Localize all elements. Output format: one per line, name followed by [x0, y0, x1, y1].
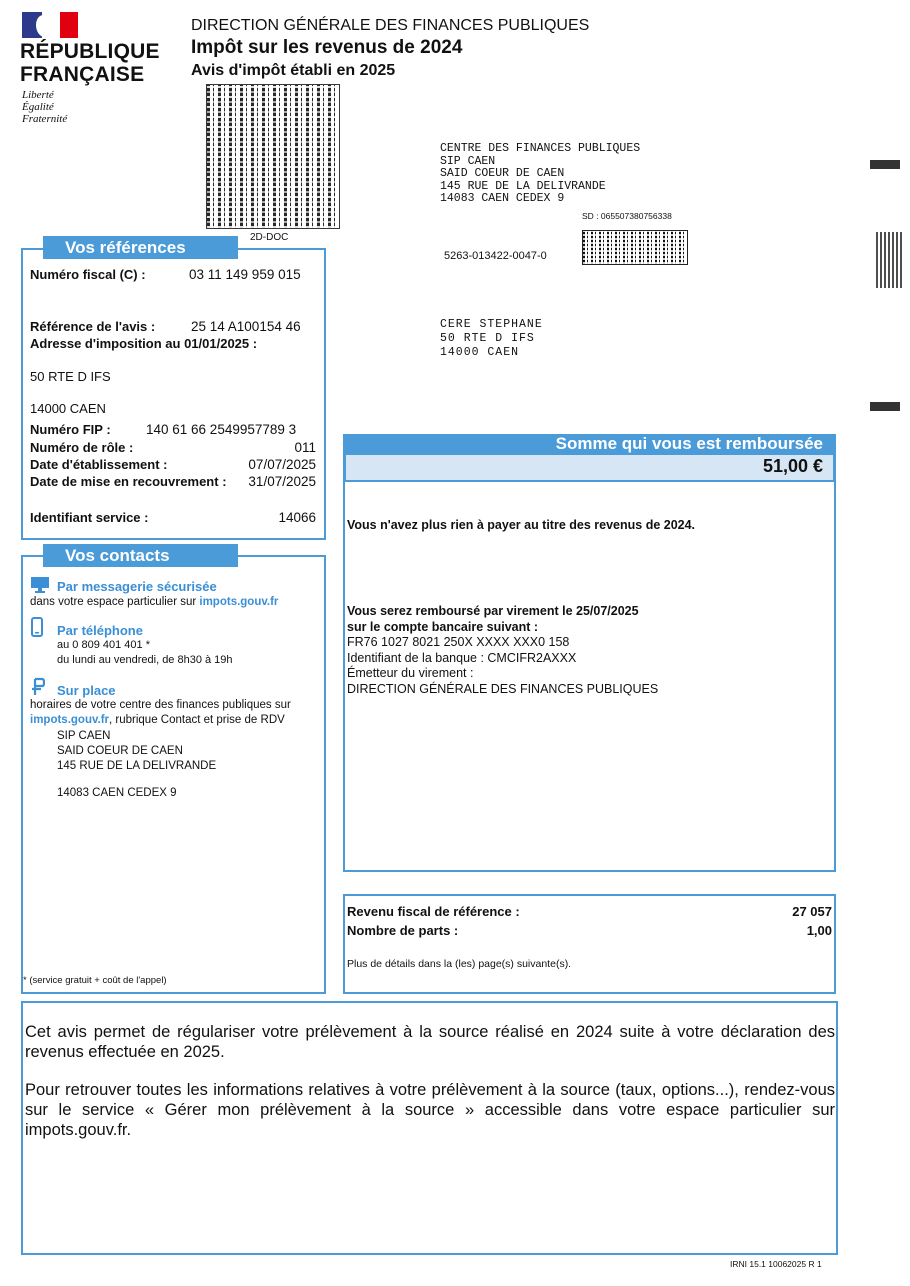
- republique-francaise-logo-text: RÉPUBLIQUE FRANÇAISE: [20, 40, 160, 86]
- identifiant-service-value: 14066: [278, 510, 316, 525]
- bic: Identifiant de la banque : CMCIFR2AXXX: [347, 650, 577, 665]
- 2d-doc-barcode: [206, 84, 340, 229]
- reference-avis-value: 25 14 A100154 46: [191, 319, 301, 334]
- role-label: Numéro de rôle :: [30, 440, 134, 455]
- direction-title: DIRECTION GÉNÉRALE DES FINANCES PUBLIQUES: [191, 17, 590, 34]
- surplace-title: Sur place: [57, 683, 116, 698]
- info-para1: Cet avis permet de régulariser votre prélèvement à la source réalisé en 2024 suite à votre déclaration des revenus effectuée en 2025.: [25, 1023, 835, 1061]
- contacts-box: [21, 555, 326, 994]
- references-tab: Vos références: [43, 236, 238, 259]
- telephone-number: au 0 809 401 401 *: [57, 639, 150, 651]
- impots-gouv-link-2[interactable]: impots.gouv.fr: [30, 714, 110, 726]
- reference-avis-label: Référence de l'avis :: [30, 319, 156, 334]
- devise: Liberté Égalité Fraternité: [22, 89, 68, 125]
- virement-info: Vous serez remboursé par virement le 25/07/2025 sur le compte bancaire suivant : FR76 1027 8021 250X XXXX XXX0 158 Identifiant de la banque : CMCIFR2AXXX Émetteur du virement : DIRECTION GÉNÉRALE DES FINANCES PUBLIQUES: [347, 604, 659, 696]
- adresse-imposition-label: Adresse d'imposition au 01/01/2025 :: [30, 336, 258, 351]
- reference-number: 5263-013422-0047-0: [444, 250, 547, 262]
- sd-code: SD : 065507380756338: [582, 211, 672, 221]
- telephone-hours: du lundi au vendredi, de 8h30 à 19h: [57, 654, 233, 666]
- rien-a-payer: Vous n'avez plus rien à payer au titre des revenus de 2024.: [347, 518, 696, 532]
- edge-barcode: [876, 232, 902, 288]
- emetteur: DIRECTION GÉNÉRALE DES FINANCES PUBLIQUES: [347, 681, 659, 696]
- adresse-line1: 50 RTE D IFS: [30, 369, 111, 384]
- computer-icon: [30, 576, 50, 598]
- date-recouvrement-value: 31/07/2025: [248, 474, 316, 489]
- centre-address: SIP CAEN SAID COEUR DE CAEN 145 RUE DE LA DELIVRANDE: [57, 730, 217, 772]
- numero-fiscal-label: Numéro fiscal (C) :: [30, 267, 146, 282]
- details-note: Plus de détails dans la (les) page(s) suivante(s).: [347, 958, 572, 970]
- small-barcode: [582, 230, 688, 265]
- info-para2: Pour retrouver toutes les informations relatives à votre prélèvement à la source (taux, options...), rendez-vous sur le service « Gérer mon prélèvement à la source » accessible dans votre espace particulier sur impots.gouv.fr.: [25, 1081, 835, 1139]
- messagerie-text: dans votre espace particulier sur impots.gouv.fr: [30, 596, 279, 608]
- surplace-text: horaires de votre centre des finances publiques sur: [30, 699, 291, 711]
- remboursement-title: Somme qui vous est remboursée: [555, 434, 823, 453]
- recipient-address: CERE STEPHANE 50 RTE D IFS 14000 CAEN: [440, 318, 543, 359]
- adresse-line2: 14000 CAEN: [30, 401, 106, 416]
- surplace-text2: impots.gouv.fr, rubrique Contact et prise de RDV: [30, 714, 285, 726]
- messagerie-title: Par messagerie sécurisée: [57, 579, 217, 594]
- rfr-label: Revenu fiscal de référence :: [347, 904, 520, 919]
- numero-fiscal-value: 03 11 149 959 015: [189, 267, 301, 282]
- document-title: Impôt sur les revenus de 2024: [191, 37, 463, 58]
- fip-label: Numéro FIP :: [30, 422, 111, 437]
- centre-cp: 14083 CAEN CEDEX 9: [57, 787, 177, 799]
- edge-mark: [870, 402, 900, 411]
- role-value: 011: [294, 440, 316, 455]
- republique-francaise-flag-logo: [22, 12, 78, 38]
- service-note: * (service gratuit + coût de l'appel): [23, 975, 167, 986]
- edge-mark: [870, 160, 900, 169]
- info-text: [25, 1022, 835, 1140]
- iban: FR76 1027 8021 250X XXXX XXX0 158: [347, 635, 570, 649]
- parts-value: 1,00: [806, 923, 832, 938]
- fip-value: 140 61 66 2549957789 3: [146, 422, 297, 437]
- phone-icon: [31, 617, 43, 642]
- contacts-tab: Vos contacts: [43, 544, 238, 567]
- date-etablissement-label: Date d'établissement :: [30, 457, 168, 472]
- remboursement-amount: 51,00 €: [762, 456, 823, 476]
- identifiant-service-label: Identifiant service :: [30, 510, 149, 525]
- rfr-value: 27 057: [792, 904, 832, 919]
- footer-code: IRNI 15.1 10062025 R 1: [730, 1259, 822, 1269]
- sender-address: CENTRE DES FINANCES PUBLIQUES SIP CAEN SAID COEUR DE CAEN 145 RUE DE LA DELIVRANDE 14083 CAEN CEDEX 9: [440, 142, 641, 205]
- 2d-doc-label: 2D-DOC: [250, 232, 289, 243]
- date-recouvrement-label: Date de mise en recouvrement :: [30, 474, 227, 489]
- parts-label: Nombre de parts :: [347, 923, 459, 938]
- date-etablissement-value: 07/07/2025: [248, 457, 316, 472]
- references-box: [21, 248, 326, 540]
- impots-gouv-link[interactable]: impots.gouv.fr: [199, 596, 279, 608]
- document-subtitle: Avis d'impôt établi en 2025: [191, 62, 396, 79]
- telephone-title: Par téléphone: [57, 623, 143, 638]
